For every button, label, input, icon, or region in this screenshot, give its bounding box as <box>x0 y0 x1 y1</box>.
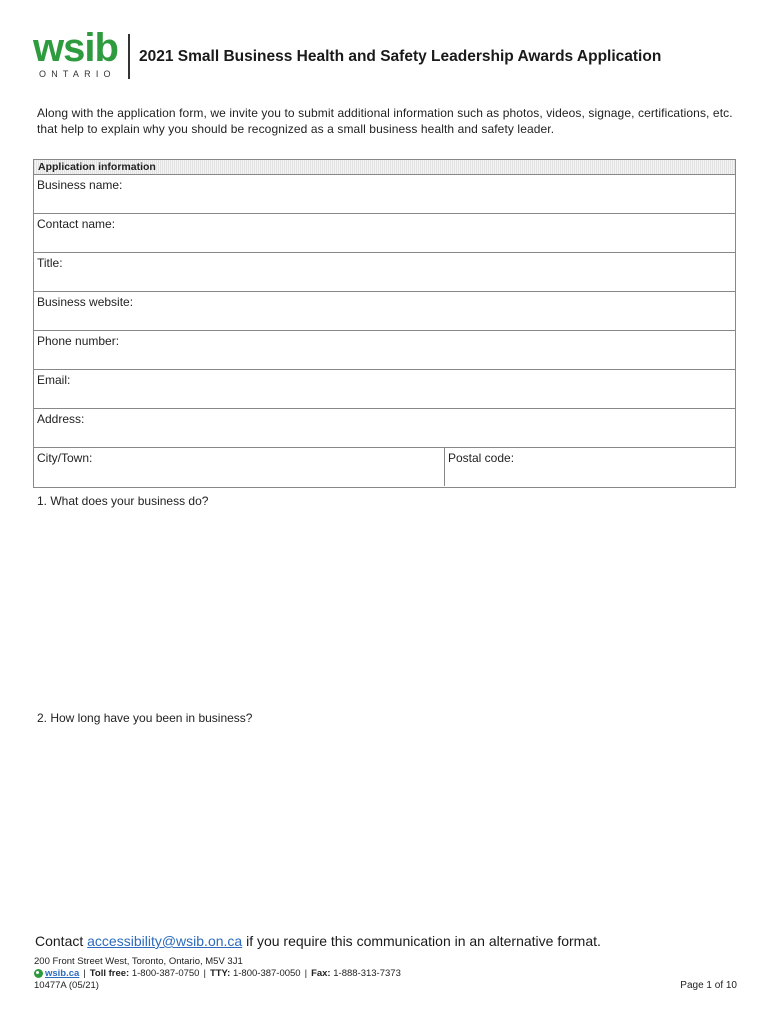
footer-address: 200 Front Street West, Toronto, Ontario, M5V 3J1 <box>34 956 243 967</box>
title-label: Title: <box>37 256 63 270</box>
postal-code-label: Postal code: <box>448 451 515 465</box>
question-1: 1. What does your business do? <box>37 494 209 508</box>
logo-wordmark: wsib <box>33 26 118 70</box>
accessibility-email-link[interactable]: accessibility@wsib.on.ca <box>87 933 243 949</box>
page-number: Page 1 of 10 <box>680 980 737 991</box>
globe-icon <box>34 969 43 978</box>
question-2: 2. How long have you been in business? <box>37 711 253 725</box>
notice-suffix: if you require this communication in an alternative format. <box>242 933 601 949</box>
wsib-logo <box>33 26 133 80</box>
logo-divider <box>128 34 130 79</box>
separator: | <box>203 968 206 979</box>
tty-number: 1-800-387-0050 <box>232 968 301 979</box>
toll-free-number: 1-800-387-0750 <box>131 968 200 979</box>
address-field[interactable] <box>34 409 735 448</box>
toll-free-label: Toll free: <box>89 968 130 979</box>
separator: | <box>83 968 86 979</box>
phone-number-field[interactable] <box>34 331 735 370</box>
email-label: Email: <box>37 373 71 387</box>
contact-name-field[interactable] <box>34 214 735 253</box>
contact-name-label: Contact name: <box>37 217 116 231</box>
notice-prefix: Contact <box>35 933 88 949</box>
phone-number-label: Phone number: <box>37 334 120 348</box>
separator: | <box>304 968 308 979</box>
form-section-header: Application information <box>34 160 735 175</box>
city-town-label: City/Town: <box>37 451 93 465</box>
address-label: Address: <box>37 412 85 426</box>
business-name-field[interactable] <box>34 175 735 214</box>
city-town-field[interactable] <box>34 448 445 486</box>
city-postal-row <box>34 448 735 487</box>
title-field[interactable] <box>34 253 735 292</box>
business-name-label: Business name: <box>37 178 123 192</box>
form-code: 10477A (05/21) <box>34 980 99 991</box>
page-title: 2021 Small Business Health and Safety Leadership Awards Application <box>139 48 662 65</box>
footer-contacts <box>34 968 401 979</box>
email-field[interactable] <box>34 370 735 409</box>
business-website-field[interactable] <box>34 292 735 331</box>
fax-label: Fax: <box>311 968 331 979</box>
postal-code-field[interactable] <box>445 448 735 486</box>
tty-label: TTY: <box>209 968 231 979</box>
fax-number: 1-888-313-7373 <box>333 968 401 979</box>
accessibility-notice <box>35 933 601 949</box>
logo-subtitle: ONTARIO <box>39 69 116 79</box>
application-form <box>33 159 736 488</box>
intro-paragraph: Along with the application form, we invite you to submit additional information such as photos, videos, signage, certifications, etc. that help to explain why you should be recognized as a small business health and safety leader. <box>37 106 733 136</box>
business-website-label: Business website: <box>37 295 134 309</box>
website-link[interactable]: wsib.ca <box>45 968 80 979</box>
